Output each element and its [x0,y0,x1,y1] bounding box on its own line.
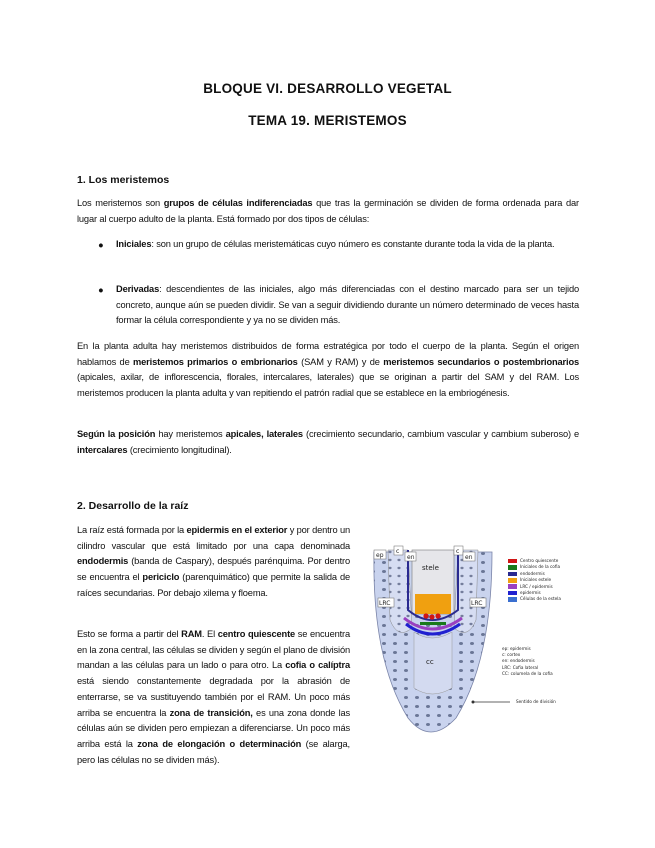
label-stele: stele [422,564,439,572]
qc-cell [429,614,434,619]
legend-label: Iniciales de la cofia [520,564,561,570]
legend-swatch [508,565,517,570]
text-run: La raíz está formada por la [77,525,187,535]
bold-term: epidermis en el exterior [186,525,288,535]
legend-swatch [508,584,517,589]
s1-paragraph-1 [77,196,579,227]
text-run: (apicales, axilar, de inflorescencia, florales, intercalares, laterales) que se originan a partir del SAM y del RAM. Los meristemos producen la planta adulta y van repitiendo el patrón radial que se establece en la embriogénesis. [77,372,579,399]
label-en-right: en [465,554,473,561]
bold-term: zona de transición, [169,707,253,718]
legend-swatch [508,597,517,602]
legend-label: epidermis [520,590,541,596]
label-c-right: c [456,548,460,555]
text-run: (banda de Caspary), después parénquima. Por dentro se encuentra el [77,556,350,583]
division-label: Sentido de división [516,699,556,704]
division-arrow [470,697,514,707]
text-run: : son un grupo de células meristemáticas cuyo número es constante durante toda la vida de la planta. [151,239,555,249]
label-c: c [396,548,400,555]
bold-term: endodermis [77,556,129,567]
bold-term: grupos de células indiferenciadas [163,198,313,208]
bold-term: centro quiescente [217,629,296,639]
bold-term: RAM [181,629,202,639]
bold-term: meristemos primarios o embrionarios [133,356,298,367]
label-en: en [407,554,415,561]
label-cc: cc [426,658,434,666]
stele-initials [415,594,451,614]
section-1-heading: 1. Los meristemos [77,174,170,186]
text-run: (se alarga, pero las células no se dividen más). [77,738,350,765]
s1-paragraph-3 [77,427,579,458]
columella-initials [420,622,446,625]
text-run: (crecimiento secundario, cambium vascular y cambium suberoso) e [302,429,580,439]
legend-label: Células de la estela [520,596,561,602]
bold-term: Iniciales [116,239,152,249]
text-run: y por dentro un cilindro vascular que está limitado por una capa denominada [77,525,351,551]
label-ep: ep [376,552,384,559]
legend-label: endodermis [520,570,545,576]
bullet-dot: ● [98,240,104,250]
text-run: (crecimiento longitudinal). [127,444,232,455]
diagram-notes [502,646,622,677]
root-tip-diagram [368,540,500,748]
text-run: Los meristemos son [77,198,164,208]
section-2-heading: 2. Desarrollo de la raíz [77,500,189,512]
text-run: hay meristemos [155,429,226,439]
bold-term: intercalares [77,444,128,455]
bold-term: meristemos secundarios o postembrionarios [383,356,580,367]
s2-paragraph-1 [77,523,350,602]
text-run: es una zona donde las células aún se dividen pero empiezan a diferenciarse. Un poco más arriba está la [77,707,351,749]
text-run: . El [201,629,218,639]
text-run: se encuentra en la zona central, las células se dividen y según el plano de división mandan a las células para un lado o para otro. La [77,629,351,671]
label-lrc-left: LRC [379,600,391,607]
text-run: que tras la germinación se dividen de forma ordenada para dar lugar al cuerpo adulto de la planta. Está formado por dos tipos de células: [77,198,579,224]
s1-paragraph-2 [77,339,579,402]
bullet-derivadas [116,282,579,329]
text-run: está siendo constantemente degradada por la abrasión de enterrarse, se va sustituyendo también por el RAM. Un poco más arriba se encuentra la [77,676,350,718]
bold-term: Derivadas [116,284,160,294]
bold-term: Según la posición [77,429,156,439]
bold-term: apicales, laterales [225,429,303,439]
legend-swatch [508,559,517,564]
legend-label: LRC / epidermis [520,583,553,589]
text-run: (SAM y RAM) y de [297,356,384,367]
subtitle: TEMA 19. MERISTEMOS [248,113,407,128]
legend-label: Centro quiescente [520,558,559,564]
text-run: Esto se forma a partir del [77,629,182,639]
qc-cell [435,613,440,618]
bold-term: cofia o calíptra [285,660,350,671]
diagram-note: ep: epidermis [502,646,531,651]
qc-cell [423,613,428,618]
text-run: En la planta adulta hay meristemos distribuidos de forma estratégica por todo el cuerpo de la planta. Según el origen hablamos de [77,341,579,367]
label-lrc-right: LRC [471,600,483,607]
diagram-note: LRC: Cofia lateral [502,664,539,670]
s2-paragraph-2 [77,627,350,768]
text-run: : descendientes de las iniciales, algo más diferenciadas con el destino marcado para ser un tejido concreto, aunque aún se pueden dividir. Se van a seguir dividiendo durante un número determinado de veces hasta formar la célula correspondiente y ya no se dividen más. [116,284,579,326]
bullet-iniciales [116,237,579,253]
bullet-dot: ● [98,285,104,295]
bold-term: periciclo [142,572,180,583]
legend-item [508,596,628,602]
diagram-note: en: endodermis [502,658,535,664]
text-run: (parenquimático) que permite la salida de raíces secundarias. Por debajo xilema y floema. [77,572,350,598]
legend-swatch [508,578,517,583]
legend-swatch [508,591,517,596]
main-title: BLOQUE VI. DESARROLLO VEGETAL [203,81,452,96]
legend-swatch [508,572,517,577]
diagram-legend [508,558,628,603]
diagram-note: c: cortex [502,652,521,658]
diagram-note: CC: columela de la cofia [502,670,553,676]
bold-term: zona de elongación o determinación [137,738,302,749]
legend-label: Iniciales estele [520,577,552,583]
